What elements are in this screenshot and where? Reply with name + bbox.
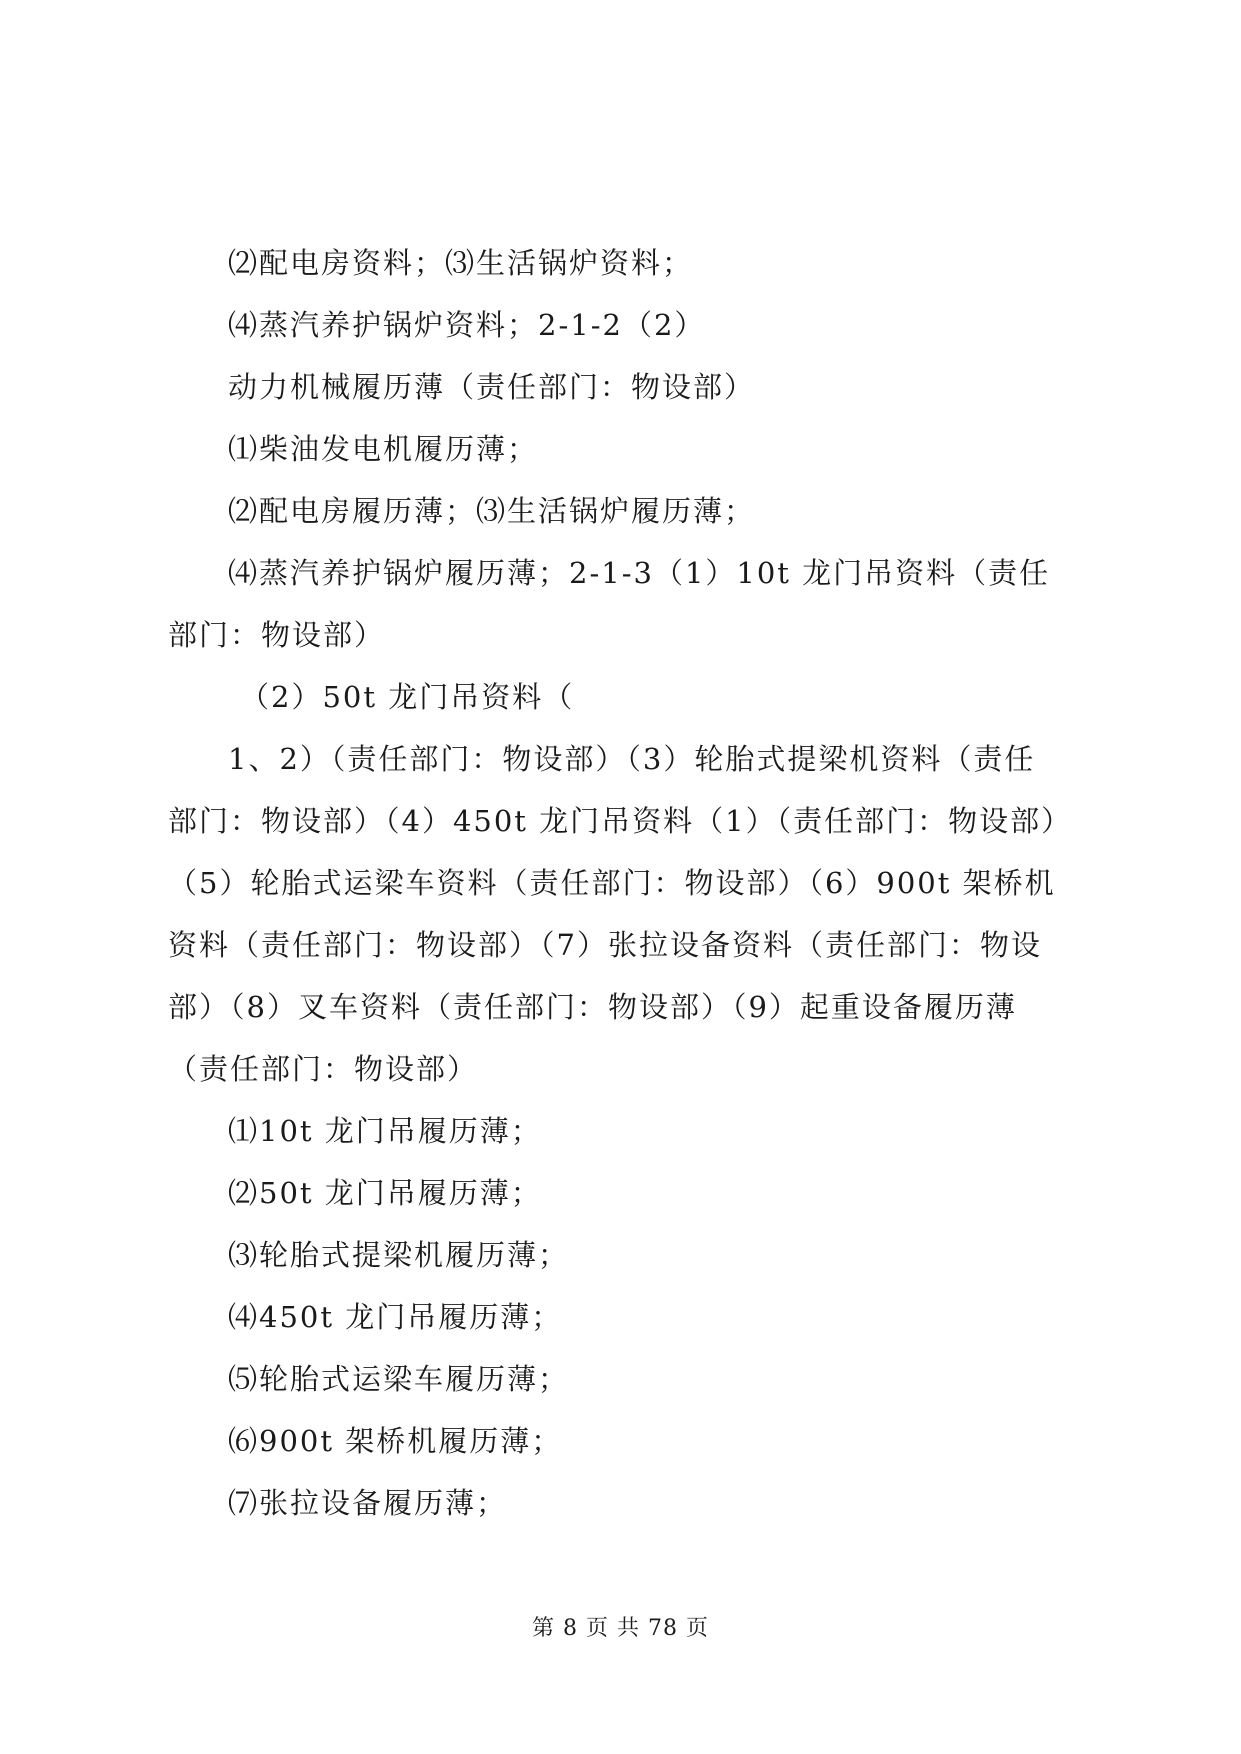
text-line: ⑸轮胎式运梁车履历薄； [228,1362,570,1396]
document-body [168,232,1128,1534]
text-line: （2）50t 龙门吊资料（ [240,680,575,714]
text-line: ⑴柴油发电机履历薄； [228,432,539,466]
text-line: ⑵配电房资料；⑶生活锅炉资料； [228,246,694,280]
text-line: ⑷450t 龙门吊履历薄； [228,1300,563,1334]
text-line: ⑷蒸汽养护锅炉履历薄；2-1-3（1）10t 龙门吊资料（责任 [228,556,1051,590]
text-line: （责任部门：物设部） [168,1052,479,1086]
text-line: ⑴10t 龙门吊履历薄； [228,1114,542,1148]
text-line: 资料（责任部门：物设部）（7）张拉设备资料（责任部门：物设 [168,928,1042,962]
text-line: 动力机械履历薄（责任部门：物设部） [228,370,756,404]
text-line: ⑹900t 架桥机履历薄； [228,1424,563,1458]
text-line: 部）（8）叉车资料（责任部门：物设部）（9）起重设备履历薄 [168,990,1017,1024]
text-line: 1、2）（责任部门：物设部）（3）轮胎式提梁机资料（责任 [228,742,1036,776]
text-line: 部门：物设部）（4）450t 龙门吊资料（1）（责任部门：物设部） [168,804,1073,838]
page-footer: 第 8 页 共 78 页 [532,1616,709,1641]
text-line: ⑵配电房履历薄；⑶生活锅炉履历薄； [228,494,756,528]
text-line: ⑷蒸汽养护锅炉资料；2-1-2（2） [228,308,706,342]
text-line: （5）轮胎式运梁车资料（责任部门：物设部）（6）900t 架桥机 [168,866,1056,900]
text-line: ⑵50t 龙门吊履历薄； [228,1176,542,1210]
text-line: ⑺张拉设备履历薄； [228,1486,508,1520]
text-line: ⑶轮胎式提梁机履历薄； [228,1238,570,1272]
text-line: 部门：物设部） [168,618,386,652]
